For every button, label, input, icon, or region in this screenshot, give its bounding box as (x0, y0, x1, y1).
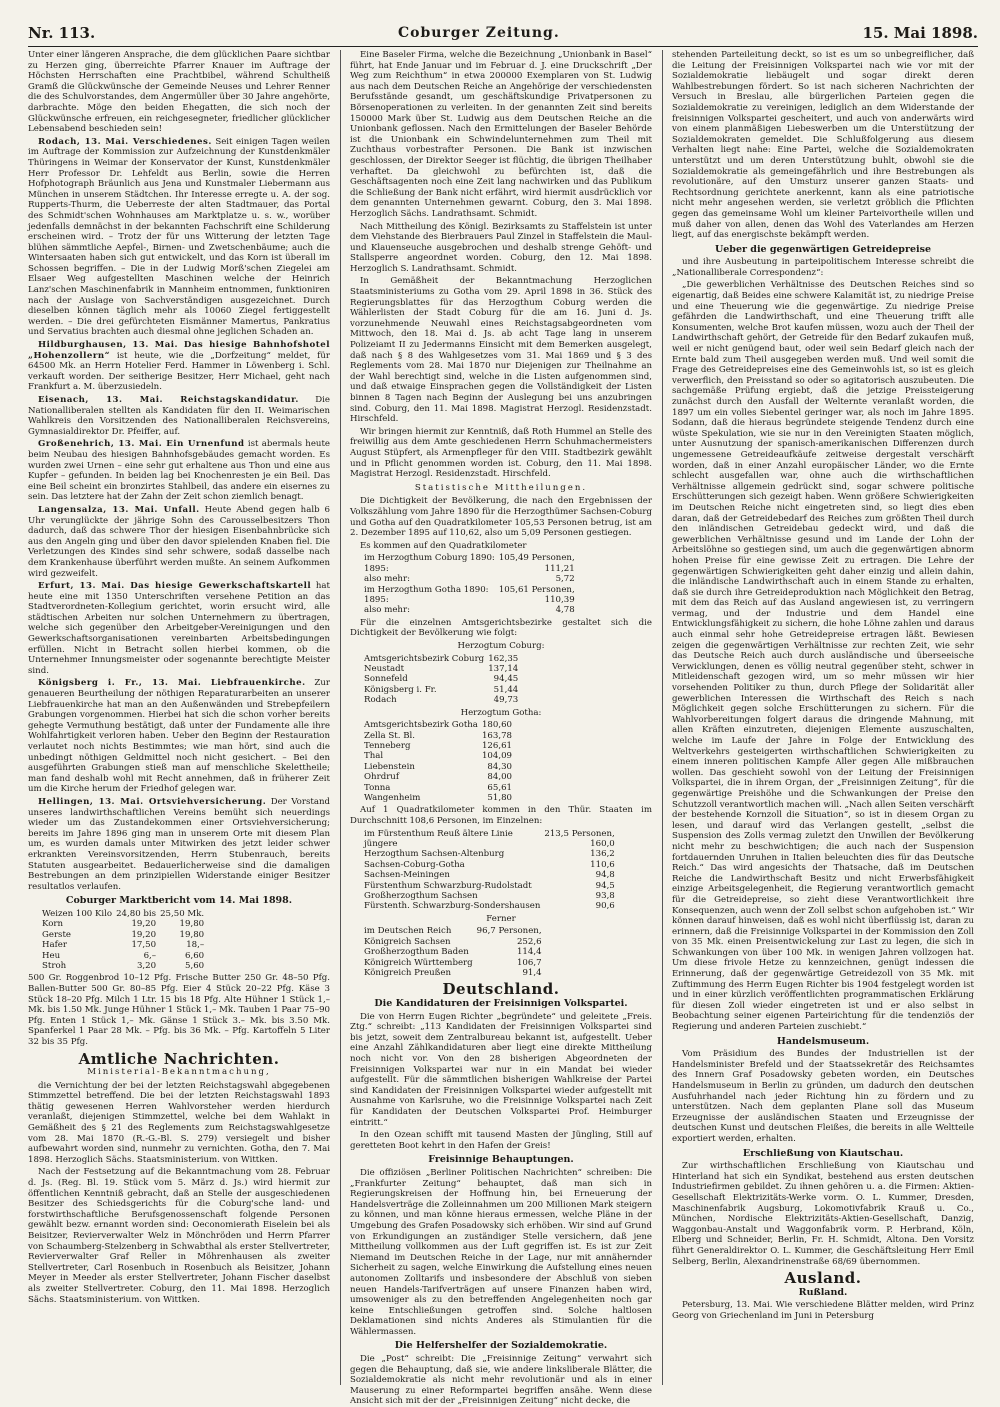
article-paragraph: Die von Herrn Eugen Richter „begründete“ und geleitete „Freis. Ztg.“ schreibt: „113 Kandidaten der Freisinnigen Volkspartei sind bis jetzt, soweit dem Zentralbureau bekannt ist, aufgestellt. Ueber eine Anzahl Zählkandidaturen aber liegt eine direkte Mittheilung noch nicht vor. Von den 28 bisherigen Abgeordneten der Freisinnigen Volkspartei war nur in ein Mandat bei wieder aufgestellt. Für die sämmtlichen bisherigen Wahlkreise der Partei sind Kandidaten der Freisinnigen Volkspartei wieder aufgestellt mit Ausnahme von Karlsruhe, wo die Freisinnige Volkspartei nach Zeit für Kandidaten der Deutschen Volkspartei Prof. Heimburger eintritt.“ (350, 1011, 652, 1128)
article-paragraph: Zur wirthschaftlichen Erschließung von Kiautschau und Hinterland hat sich ein Syndikat, bestehend aus ersten deutschen Industriefirmen gebildet. Zu ihnen gehören u. a. die Firmen: Aktien-Gesellschaft Elektrizitäts-Werke vorm. O. L. Kummer, Dresden, Maschinenfabrik Augsburg, Lokomotivfabrik Krauß u. Co., München, Nordische Elektrizitäts-Aktien-Gesellschaft, Danzig, Waggonbau-Anstalt und Waggonfabrik vorm. P. Herbrand, Köln, Elberg und Schneider, Berlin, Fr. H. Schmidt, Altona. Den Vorsitz führt Generaldirektor O. L. Kummer, die Geschäftsleitung Herr Emil Selberg, Berlin, Alexandrinenstraße 68/69 übernommen. (672, 1161, 974, 1267)
table-row (42, 930, 208, 940)
table-row (364, 731, 516, 741)
article-paragraph: Nach der Festsetzung auf die Bekanntmachung vom 28. Februar d. Js. (Reg. Bl. 19. Stück vom 5. März d. Js.) wird hiermit zur öffentlichen Kenntniß gebracht, daß an Stelle der ausgeschiedenen Besitzer des Schiedsgerichts für die Coburg'sche land- und forstwirthschaftliche Berufsgenossenschaft folgende Personen gewählt bezw. ernannt worden sind: Oeconomierath Eiselein bei als Beisitzer, Revierverwalter Welz in Mönchröden und Herrn Pfarrer von Schaumberg-Stelzenberg in Schwabthal als erster Stellvertreter, Revierverwalter Graf Reller in Möhrenhausen als zweiter Stellvertreter, Carl Rosenbuch in Rosenbuch als Beisitzer, Johann Meyer in Meeder als erster Stellvertreter, Johann Fischer daselbst als zweiter Stellvertreter. Coburg, den 11. Mai 1898. Herzoglich Sächs. Staatsministerium. von Wittken. (28, 1167, 330, 1305)
gotha-density-table (364, 720, 516, 803)
table-cell: 25,50 Mk. (160, 908, 205, 919)
article-paragraph: In Gemäßheit der Bekanntmachung Herzoglichen Staatsministeriums zu Gotha vom 29. April 1898 in 36. Stück des Regierungsblattes für das Herzogthum Coburg werden die Wählerlisten der Stadt Coburg für die am 16. Juni d. Js. vorzunehmende Neuwahl eines Reichstagsabgeordneten vom Mittwoch, den 18. Mai d. Js. ab acht Tage lang in unserem Polizeiamt II zu Jedermanns Einsicht mit dem Bemerken ausgelegt, daß nach § 8 des Wahlgesetzes vom 31. Mai 1869 und § 3 des Reglements vom 28. Mai 1870 nur Diejenigen zur Theilnahme an der Wahl berechtigt sind, welche in die Listen aufgenommen sind, und daß etwaige Einsprachen gegen die Vollständigkeit der Listen binnen 8 Tagen nach Beginn der Auslegung bei uns anzubringen sind. Coburg, den 11. Mai 1898. Magistrat Herzogl. Residenzstadt. Hirschfeld. (350, 276, 652, 425)
article-text: ist heute, wie die „Dorfzeitung“ meldet, für 64500 Mk. an Herrn Hotelier Ferd. Hammer in Löwenberg i. Schl. verkauft worden. Der seitherige Besitzer, Herr Michael, geht nach Frankfurt a. M. überzusiedeln. (28, 350, 331, 393)
table-cell: Wangenheim (364, 793, 421, 803)
table-row (42, 940, 208, 950)
table-cell: 84,30 (487, 761, 513, 772)
table-cell: 19,20 (131, 919, 157, 930)
table-cell: Zella St. Bl. (364, 730, 416, 741)
table-row (364, 891, 619, 901)
table-row (364, 849, 619, 859)
table-row (42, 919, 208, 929)
table-cell: 1895: (364, 563, 389, 574)
article-paragraph (28, 678, 330, 795)
article-headline: Die Helfershelfer der Sozialdemokratie. (394, 1340, 608, 1352)
table-cell: 110,6 (590, 859, 615, 870)
article-paragraph: „Die gewerblichen Verhältnisse des Deutschen Reiches sind so eigenartig, daß Beides eine schwere Kalamität ist, zu niedrige Preise und eine Theuerung wie die gegenwärtige. Zu niedrige Preise gefährden die Landwirthschaft, und eine Theuerung trifft alle Konsumenten, welche Brot kaufen müssen, wozu auch der Theil der Landwirthschaft gehört, der Getreide für den Bedarf zukaufen muß, weil er nicht genügend baut, oder weil sein Bedarf gleich nach der Ernte bald zum Theil ausgegeben werden muß. Und weil somit die Frage des Getreidepreises eine des Gemeinwohls ist, so ist es gleich verwerflich, den Preisstand so oder so agitatorisch auszubeuten. Die sachgemäße Prüfung ergiebt, daß die jetzige Preissteigerung zunächst durch den Ausfall der Welternte veranlaßt worden, die 1897 um ein volles Siebentel geringer war, als noch im Jahre 1895. Sodann, daß die hieraus begründete steigende Tendenz durch eine wüste Spekulation, wie sie nur in den Vereinigten Staaten möglich, unter Ausnutzung der spanisch-amerikanischen Differenzen durch ungemessene Getreideaufkäufe zeitweise dergestalt verschärft worden, daß in einer Anzahl europäischer Länder, wo die Ernte schlecht ausgefallen war, ohne auch die wirthschaftlichen Verhältnisse allgemein gedrückt sind, sogar schwere politische Erschütterungen sich gezeigt haben. Wenn größere Schwierigkeiten im Deutschen Reiche nicht eingetreten sind, so liegt dies eben daran, daß der Getreidebedarf des Reiches zum größten Theil durch den inländischen Getreidebau gedeckt wird, und daß die gewerblichen Verhältnisse gesund und im Lande der Lohn der Arbeitslöhne so gestiegen sind, um auch die gegenwärtigen abnorm hohen Preise für eine gewisse Zeit zu ertragen. Die Lehre der gegenwärtigen Schwierigkeiten geht daher einzig und allein dahin, die inländische Landwirthschaft auch in einem Stande zu erhalten, daß sie durch ihre Getreideproduktion nach Möglichkeit den Betrag, mit dem das Reich auf das Ausland angewiesen ist, zu verringern vermag, und der Industrie und dem Handel eine Entwicklungsfähigkeit zu sichern, die hohe Löhne zahlen und daraus auch einmal sehr hohe Getreidepreise ertragen läßt. Bewiesen zeigen die gegenwärtigen Verhältnisse zur rechten Zeit, wie sehr das Deutsche Reich auch durch ausländische und überseeische Verwicklungen, denen es völlig neutral gegenüber steht, schwer in Mitleidenschaft gezogen wird, um so mehr müssen wir hier vorsehenden Politiker zu thun, durch Pflege der Solidarität aller gewerblichen Interessen die Wirthschaft des Reich s nach Möglichkeit gegen solche Erschütterungen zu sichern. Für die Wahlvorbereitungen folgert daraus die dringende Mahnung, mit allen Kräften einzutreten, diejenigen Elemente auszuschalten, welche im Laufe der Jahre in Folge der Entwicklung des Weltverkehrs gesteigerten wirthschaftlichen Schwierigkeiten zu einem inneren politischen Kampfe Aller gegen Alle mißbrauchen wollen. Das geschieht sowohl von der Leitung der Freisinnigen Volkspartei, die in ihrem Organ, der „Freisinnigen Zeitung“, für die gegenwärtige Preishöhe und die Schwankungen der Preise den Schutzzoll verantwortlich machen will. „Nach allen Seiten verschärft der bestehende Kornzoll die Situation“, so ist in diesem Organ zu lesen, und darauf wird das Verlangen gestellt, „selbst die Suspension des Zolls vermag zuletzt den Unwillen der Bevölkerung nicht mehr zu beschwichtigen; die auch nach der Suspension fortdauernden Unruhen in Italien beleuchten dies für das Deutsche Reich.“ Das wird angesichts der Thatsache, daß im Deutschen Reiche die Landwirthschaft Besitz und nicht Erwerbsfähigkeit einzige Arbeitsgelegenheit, die Regierung verantwortlich gemacht für die Getreidepreise, so zieht diese Verantwortlichkeit ihre Konsequenzen, auch wenn der Zoll selbst schon aufgehoben ist.“ Wir können darauf hinweisen, daß es wohl nicht überflüssig ist, daran zu erinnern, daß die Freisinnige Volkspartei in der Kommission den Zoll von 35 Mk. einen Preisentwickelung zur Last zu legen, die sich in Schwankungen von über 100 Mk. in wenigen Jahren vollzogen hat. Um diese frivole Hetze zu kennzeichnen, genügt indessen die Erinnerung, daß der gegenwärtige Getreidezoll von 35 Mk. mit Zuftimmung des Herrn Eugen Richter bis 1904 festgelegt worden ist und in einer kürzlich veröffentlichten programmatischen Erklärung für diesen Zoll wieder eingetreten ist und er also selbst in Beobachtung seiner eigenen Parteirichtung für die tendenziös der Regierung und anderen Parteien zuschiebt.“ (672, 280, 974, 1033)
section-heading-amtliche: Amtliche Nachrichten. (78, 1049, 280, 1068)
table-cell: 111,21 (544, 563, 575, 574)
table-cell: Liebenstein (364, 761, 415, 772)
table-row (364, 605, 579, 615)
table-cell: im Fürstenthum Reuß ältere Linie (364, 828, 513, 839)
table-cell: 106,7 (516, 957, 542, 968)
table-cell: Königsberg i. Fr. (364, 684, 437, 695)
ministerial-notice-title: Ministerial-Bekanntmachung, (87, 1067, 271, 1078)
table-row (364, 870, 619, 880)
table-row (364, 937, 546, 947)
table-row (364, 958, 546, 968)
states-density-table (364, 829, 619, 912)
table-cell: Fürstenthum Schwarzburg-Rudolstadt (364, 880, 532, 891)
table-cell: 96,7 Personen, (476, 926, 542, 937)
article-dateline: Hildburghausen, 13. Mai. Das hiesige Bahnhofshotel „Hohenzollern“ (28, 340, 330, 361)
table-cell: also mehr: (364, 574, 410, 585)
table-cell: 19,80 (179, 919, 205, 930)
table-row (364, 654, 522, 664)
article-text: Heute Abend gegen halb 6 Uhr verunglückte der jährige Sohn des Carousselbesitzers Thon dadurch, daß das schwere Thor der hiesigen Eisenbahnbrücke sich aus den Angeln ging und über den davor spielenden Knaben fiel. Die Verletzungen des Kindes sind sehr schwere, sodaß dasselbe nach dem Krankenhause überführt werden mußte. An seinem Aufkommen wird gezweifelt. (28, 504, 330, 579)
article-paragraph (28, 797, 330, 892)
article-paragraph (28, 395, 330, 437)
table-cell: 114,4 (516, 947, 542, 958)
article-paragraph: In den Ozean schifft mit tausend Masten der Jüngling, Still auf geretteten Boot kehrt in den Hafen der Greis! (350, 1130, 652, 1151)
table-cell: Sachsen-Meiningen (364, 870, 450, 881)
column-divider (662, 50, 663, 1385)
table-row (364, 553, 579, 563)
table-cell: 19,20 (131, 929, 157, 940)
article-paragraph: und ihre Ausbeutung in parteipolitischem Interesse schreibt die „Nationalliberale Correspondenz“: (672, 257, 974, 278)
table-cell: Weizen 100 Kilo (42, 908, 113, 919)
table-cell: 6,60 (185, 950, 205, 961)
article-text: Zur genaueren Beurtheilung der nöthigen Reparaturarbeiten an unserer Liebfrauenkirche hat man an den Außenwänden und Strebepfeilern Grabungen vorgenommen. Hierbei hat sich die schon vorher bereits gehegte Vermuthung bestätigt, daß unter der Fundamente alle ihre Wohlfahrtigkeit verloren haben. Ueber den Beginn der Restauration verlautet noch nichts Bestimmtes; wie man hört, sind auch die unbedingt nöthigen Geldmittel noch nicht gesichert. – Bei den ausgeführten Grabungen stieß man auf menschliche Skelettheile; man fand deshalb wohl mit Recht annehmen, daß in früherer Zeit um die Kirche herum der Friedhof gelegen war. (28, 678, 330, 795)
table-row (364, 674, 522, 684)
table-row (364, 585, 579, 595)
article-headline: Ueber die gegenwärtigen Getreidepreise (714, 243, 932, 255)
table-cell: Neustadt (364, 663, 405, 674)
table-cell: 94,5 (595, 880, 615, 891)
article-paragraph: Vom Präsidium des Bundes der Industriellen ist der Handelsminister Brefeld und der Staatssekretär des Reichsamtes des Innern Graf Posadowsky gebeten worden, ein Deutsches Handelsmuseum in Berlin zu gründen, um dadurch den deutschen Ausfuhrhandel nach jeder Richtung hin zu fördern und zu unterstützen. Nach dem geplanten Plane soll das Museum Erzeugnisse der ausländischen Staaten und Erzeugnisse der deutschen Kunst und deutschen Fleißes, die bereits in alle Weltteile exportiert werden, erhalten. (672, 1049, 974, 1144)
table-cell: 105,49 Personen, (498, 553, 575, 564)
table-row (364, 772, 516, 782)
table-cell: 3,20 (136, 960, 157, 971)
article-text: Der Vorstand unseres landwirthschaftlichen Vereins bemüht sich neuerdings wieder um das Zustandekommen einer Ortsviehversicherung; bereits im Jahre 1896 ging man in unserem Orte mit diesem Plan um, es wurden damals unter Mitwirken des jetzt leider schwer erkrankten Vereinsvorsitzenden, Herrn Stubenrauch, bereits Statuten ausgearbeitet. Bedauerlicherweise sind die damaligen Bestrebungen an dem prinzipiellen Widerstande einiger Besitzer resultatlos verlaufen. (28, 796, 330, 892)
table-row (364, 664, 522, 674)
article-paragraph: stehenden Parteileitung deckt, so ist es um so unbegreiflicher, daß die Leitung der Freisinnigen Volkspartei nach wie vor mit der Sozialdemokratie liebäugelt und sogar direkt deren Wahlbestrebungen fördert. So ist nach sicheren Nachrichten der Versuch in Breslau, alle bürgerlichen Parteien gegen die Sozialdemokratie zu vereinigen, lediglich an dem Widerstande der freisinnigen Volkspartei gescheitert, und auch von anderwärts wird von einem planmäßigen Liebeswerben um die Unterstützung der Sozialdemokraten gemeldet. Die Schlußfolgerung aus diesem Verhalten liegt nahe: Eine Partei, welche die Sozialdemokraten unterstützt und um deren Unterstützung buhlt, obwohl sie die Sozialdemokratie als gemeingefährlich und ihre Bestrebungen als revolutionäre, auf den Umsturz unserer ganzen Staats- und Rechtsordnung gerichtete anerkennt, kann als eine patriotische nicht mehr angesehen werden, sie verletzt gröblich die Pflichten gegen das gemeinsame Wohl um kleiner Parteivortheile willen und muß daher von allen, denen das Wohl des Vaterlandes am Herzen liegt, auf das energischste bekämpft werden. (672, 50, 974, 241)
article-paragraph (28, 137, 330, 338)
table-cell: Thal (364, 751, 384, 762)
table-cell: Rodach (364, 695, 397, 706)
column-3 (672, 50, 974, 1385)
table-cell: 252,6 (516, 936, 542, 947)
article-dateline: Königsberg i. Fr., 13. Mai. Liebfrauenkirche. (38, 678, 306, 689)
table-row (364, 762, 516, 772)
table-row (364, 926, 546, 936)
article-paragraph: Für die einzelnen Amtsgerichtsbezirke gestaltet sich die Dichtigkeit der Bevölkerung wie folgt: (350, 617, 652, 639)
table-row (42, 961, 208, 971)
table-cell: Herzogthum Sachsen-Altenburg (364, 849, 505, 860)
table-cell: Heu (42, 950, 61, 961)
market-table (42, 909, 208, 971)
table-cell: 91,4 (522, 968, 542, 979)
table-cell: Sachsen-Coburg-Gotha (364, 859, 465, 870)
table-cell: 90,6 (595, 901, 615, 912)
article-dateline: Rodach, 13. Mai. Verschiedenes. (38, 136, 212, 147)
article-headline: Rußland. (798, 1286, 848, 1298)
table-cell: 6,– (143, 950, 157, 961)
table-cell: Hafer (42, 940, 67, 951)
table-row (364, 947, 546, 957)
table-cell: 24,80 bis (116, 908, 157, 919)
issue-date: 15. Mai 1898. (862, 24, 978, 42)
table-cell: 213,5 Personen, (544, 828, 615, 839)
table-row (364, 793, 516, 803)
article-paragraph: Die Dichtigkeit der Bevölkerung, die nach den Ergebnissen der Volkszählung vom Jahre 1890 für die Herzogthümer Sachsen-Coburg und Gotha auf den Quadratkilometer 105,53 Personen betrug, ist am 2. Dezember 1895 auf 110,62, also um 5,09 Personen gestiegen. (350, 496, 652, 539)
article-paragraph (28, 581, 330, 676)
table-row (364, 783, 516, 793)
market-report (28, 896, 330, 1047)
section-heading-ausland: Ausland. (784, 1269, 862, 1288)
article-paragraph (28, 340, 330, 393)
article-paragraph: Unter einer längeren Ansprache, die dem glücklichen Paare sichtbar zu Herzen ging, überreichte Pfarrer Knauer im Auftrage der Höchsten Herrschaften eine Prachtbibel, während Schultheiß Gramß die Glückwünsche der Gemeinde Neuses und Lehrer Renner die des Schulvorstandes, dem Angermüller über 30 Jahre angehörte, darbrachte. Möge den beiden Ehegatten, die sich noch der Glückwünsche erfreuen, ein reichgesegneter, friedlicher glücklicher Lebensabend beschieden sein! (28, 50, 330, 135)
table-row (364, 720, 516, 730)
article-dateline: Eisenach, 13. Mai. Reichstagskandidatur. (38, 395, 299, 405)
article-dateline: Erfurt, 13. Mai. Das hiesige Gewerkschaftskartell (38, 581, 312, 592)
article-text: Seit einigen Tagen weilen im Auftrage der Kommission zur Aufzeichnung der Kunstdenkmäler Thüringens in Weimar der Konservator der Kunst, Kunstdenkmäler Herr Professor Dr. Lehfeldt aus Berlin, sowie die Herren Hofphotograph Bräunlich aus Jena und Kunstmaler Liebermann aus München in unserem Städtchen. Ihr Interesse erregte u. A. der sog. Rupperts-Thurm, die Ueberreste der alten Stadtmauer, das Portal des Schmidt'schen Wohnhauses am Marktplatze u. s. w., worüber jedenfalls demnächst in der bekannten Fachschrift eine Schilderung erscheinen wird. – Trotz der für uns Witterung der letzten Tage blühen sämmtliche Aepfel-, Birnen- und Zwetschenbäume; auch die Wintersaaten haben sich gut entwickelt, und das Korn ist überall im Schossen begriffen. – Die in der Ludwig Morß'schen Ziegelei am Elsaer Weg aufgestellten Maschinen welche der Heinrich Lanz'schen Maschinenfabrik in Mannheim entnommen, funktioniren nach der Auslage von Sachverständigen ausgezeichnet. Durch dieselben können täglich mehr als 10060 Ziegel fertiggestellt werden. – Die drei gefürchteten Eismänner Mamertus, Pankratius und Servatius brachten auch diesmal ohne jeglichen Schaden an. (28, 136, 330, 338)
table-cell: Ohrdruf (364, 772, 400, 783)
table-cell: Amtsgerichtsbezirk Gotha (364, 720, 478, 731)
density-table (364, 553, 579, 615)
table-cell: im Herzogthum Coburg 1890: (364, 553, 495, 564)
article-dateline: Hellingen, 13. Mai. Ortsviehversicherung. (38, 796, 267, 807)
table-cell: 19,80 (179, 929, 205, 940)
article-text: Die Nationalliberalen stellten als Kandidaten für den II. Weimarischen Wahlkreis den Vorsitzenden des Nationalliberalen Reichsvereins, Gymnasialdirektor Dr. Pfeiffer, auf. (28, 395, 331, 437)
market-prices-text: 500 Gr. Roggenbrod 10–12 Pfg. Frische Butter 250 Gr. 48–50 Pfg. Ballen-Butter 500 Gr. 80–85 Pfg. Eier 4 Stück 20–22 Pfg. Käse 3 Stück 18–20 Pfg. Milch 1 Ltr. 15 bis 18 Pfg. Alte Hühner 1 Stück 1,– Mk. bis 1.50 Mk. Junge Hühner 1 Stück 1,– Mk. Tauben 1 Paar 75–90 Pfg. Enten 1 Stück 1,– Mk. Gänse 1 Stück 3.– Mk. bis 3.50 Mk. Spanferkel 1 Paar 28 Mk. – Pfg. bis 36 Mk. – Pfg. Kartoffeln 5 Liter 32 bis 35 Pfg. (28, 973, 331, 1047)
table-cell: 105,61 Personen, (498, 584, 575, 595)
table-cell: 5,72 (555, 574, 575, 585)
table-cell: 160,0 (590, 839, 615, 849)
article-paragraph: Es kommen auf den Quadratkilometer (360, 540, 527, 551)
table-cell: 137,14 (488, 663, 519, 674)
article-paragraph: Die offiziösen „Berliner Politischen Nachrichten“ schreiben: Die „Frankfurter Zeitung“ behauptet, daß man sich in Regierungskreisen der Hoffnung hin, bei Erneuerung der Handelsverträge die Zolleinnahmen um 200 Millionen Mark steigern zu können, und man könne hieraus ermessen, welche Pläne in der Umgebung des Grafen Posadowsky sich erhöben. Wir sind auf Grund von Erkundigungen an zuständiger Stelle versichern, daß jene Mittheilung vollkommen aus der Luft gegriffen ist. Es ist zur Zeit Niemand im Deutschen Reiche in der Lage, nur mit annähernder Sicherheit zu sagen, welche Einwirkung die Aufstellung eines neuen autonomen Zolltarifs und insbesondere der Abschluß von sieben neuen Handels-Tarifverträgen auf unsere Finanzen haben wird, umsoweniger als zu den betreffenden Angelegenheiten noch gar keine Entschließungen getroffen sind. Solche haltlosen Deklamationen sind nichts Anderes als Stimulantien für die Wählermassen. (350, 1167, 652, 1337)
article-paragraph: Eine Baseler Firma, welche die Bezeichnung „Unionbank in Basel“ führt, hat Ende Januar und im Februar d. J. eine Druckschrift „Der Weg zum Reichthum“ in etwa 200000 Exemplaren von St. Ludwig aus nach dem Deutschen Reiche an Angehörige der verschiedensten Berufsstände gesandt, um geschäftskundige Privatpersonen zu Börsenoperationen zu verleiten. In der genannten Zeit sind bereits 150000 Mark über St. Ludwig aus dem Deutschen Reiche an die Unionbank geflossen. Nach den Ermittelungen der Baseler Behörde ist die Unionbank ein Schwindelunternehmen zum Theil mit Zuchthaus vorbestrafter Personen. Die Bank ist inzwischen geschlossen, der Direktor Seeger ist flüchtig, die übrigen Theilhaber verhaftet. Da gleichwohl zu befürchten ist, daß die Geschäftsagenten noch eine Zeit lang nachwirken und das Publikum die Schließung der Bank nicht erfährt, wird hiermit ausdrücklich vor dem genannten Unternehmen gewarnt. Coburg, den 3. Mai 1898. Herzoglich Sächs. Landrathsamt. Schmidt. (350, 50, 652, 219)
table-cell: Königreich Württemberg (364, 957, 473, 968)
table-row (364, 695, 522, 705)
column-divider (340, 50, 341, 1385)
article-paragraph: Auf 1 Quadratkilometer kommen in den Thür. Staaten im Durchschnitt 108,6 Personen, im Einzelnen: (350, 805, 652, 826)
table-cell: 84,00 (487, 772, 513, 783)
table-row (42, 951, 208, 961)
table-cell: im Deutschen Reich (364, 926, 452, 937)
table-cell: Stroh (42, 960, 67, 971)
article-text: ist abermals heute beim Neubau des hiesigen Bahnhofsgebäudes gemacht worden. Es wurden zwei Urnen – eine sehr gut erhaltene aus Thon und eine aus Kupfer – gefunden. In beiden lag bei Knochenresten je ein Beil. Das eine Beil scheint ein bronzirtes Stahlbeil, das andere ein eisernes zu sein. Das letztere hat der Zahn der Zeit schon ziemlich benagt. (28, 439, 330, 503)
table-cell: 104,09 (481, 751, 513, 762)
table-row (42, 909, 208, 919)
coburg-density-table (364, 654, 522, 706)
table-row (364, 751, 516, 761)
article-paragraph: Wir bringen hiermit zur Kenntniß, daß Roth Hummel an Stelle des freiwillig aus dem Amte geschiedenen Herrn Schuhmachermeisters August Stüpfert, als Armenpfleger für den VIII. Stadtbezirk gewählt und in Pflicht genommen worden ist. Coburg, den 11. Mai 1898. Magistrat Herzogl. Residenzstadt. Hirschfeld. (350, 426, 652, 480)
article-paragraph (28, 505, 330, 579)
issue-number: Nr. 113. (28, 24, 96, 42)
article-dateline: Langensalza, 13. Mai. Unfall. (38, 504, 200, 515)
table-row (364, 574, 579, 584)
table-cell: 180,60 (481, 720, 513, 731)
table-cell: 94,45 (493, 674, 519, 685)
table-cell: 18,– (186, 940, 205, 951)
table-cell: Großherzogthum Baden (364, 947, 469, 958)
table-cell: 1895: (364, 594, 389, 605)
article-headline: Freisinnige Behauptungen. (428, 1154, 574, 1166)
table-cell: 5,60 (185, 960, 205, 971)
table-row (364, 741, 516, 751)
table-cell: 4,78 (555, 605, 575, 616)
table-cell: Tonna (364, 782, 391, 793)
table-cell: Sonnefeld (364, 674, 408, 685)
table-cell: Königreich Preußen (364, 968, 452, 979)
article-paragraph: Die „Post“ schreibt: Die „Freisinnige Zeitung“ verwahrt sich gegen die Behauptung, daß sie, wie andere linksliberale Blätter, die Sozialdemokratie als nicht mehr revolutionär und als in einer Mauserung zu einer Reformpartei begriffen ansähe. Wenn diese Ansicht sich mit der der „Freisinnigen Zeitung“ nicht decke, die (350, 1354, 652, 1407)
table-cell: Amtsgerichtsbezirk Coburg (364, 653, 485, 664)
gotha-table-heading: Herzogtum Gotha: (460, 707, 542, 718)
coburg-table-heading: Herzogtum Coburg: (457, 640, 545, 651)
table-cell: 51,44 (493, 684, 519, 695)
table-cell: also mehr: (364, 605, 410, 616)
market-report-title: Coburger Marktbericht vom 14. Mai 1898. (65, 895, 293, 907)
statistics-heading: Statistische Mittheilungen. (414, 482, 588, 493)
article-headline: Handelsmuseum. (776, 1035, 870, 1047)
newspaper-page (28, 20, 978, 1407)
table-cell: Tenneberg (364, 740, 411, 751)
table-cell: jüngere (364, 839, 398, 849)
column-1 (28, 50, 330, 1385)
table-cell: 93,8 (595, 891, 615, 902)
table-cell: 163,78 (481, 730, 513, 741)
table-cell: 110,39 (544, 594, 575, 605)
column-2 (350, 50, 652, 1407)
table-cell: 65,61 (487, 782, 513, 793)
table-cell: Großherzogthum Sachsen (364, 891, 478, 902)
table-cell: Königreich Sachsen (364, 936, 451, 947)
article-headline: Erschließung von Kiautschau. (742, 1147, 904, 1159)
table-row (364, 901, 619, 911)
table-cell: Fürstenth. Schwarzburg-Sondershausen (364, 901, 541, 912)
table-row (364, 829, 619, 839)
table-cell: 136,2 (590, 849, 615, 860)
table-cell: im Herzogthum Gotha 1890: (364, 584, 489, 595)
table-cell: 126,61 (481, 740, 513, 751)
table-row (364, 685, 522, 695)
article-paragraph: Petersburg, 13. Mai. Wie verschiedene Blätter melden, wird Prinz Georg von Griechenland im Juni in Petersburg (672, 1300, 974, 1321)
article-paragraph (28, 439, 330, 503)
table-cell: Korn (42, 919, 64, 930)
article-paragraph: Nach Mittheilung des Königl. Bezirksamts zu Staffelstein ist unter dem Viehstande des Bierbrauers Paul Zinzel in Staffelstein die Maul- und Klauenseuche ausgebrochen und deshalb strenge Gehöft- und Stallsperre angeordnet worden. Coburg, den 12. Mai 1898. Herzoglich S. Landrathsamt. Schmidt. (350, 221, 652, 274)
table-cell: Gerste (42, 929, 72, 940)
table-row (364, 881, 619, 891)
section-heading-deutschland: Deutschland. (442, 980, 560, 999)
table-cell: 51,80 (487, 793, 513, 803)
reich-density-table (364, 926, 546, 978)
masthead (28, 20, 978, 47)
article-text: hat heute eine mit 1350 Unterschriften versehene Petition an das Stadtverordneten-Kollegium gerichtet, worin ersucht wird, alle städtischen Arbeiten nur solchen Unternehmern zu übertragen, welche sich gegenüber den Arbeitgeber-Vereinigungen und den Gewerkschaftsorganisationen vereinbarten Arbeitsbedingungen erfüllen. Nicht in Betracht sollen hierbei kommen, ob die Unternehmer Innungsmeister oder sogenannte berechtigte Meister sind. (28, 581, 330, 676)
table-cell: 162,35 (488, 653, 519, 664)
table-row (364, 595, 579, 605)
columns (28, 50, 978, 1407)
table-cell: 49,73 (493, 695, 519, 706)
table-row (364, 839, 619, 849)
table-row (364, 968, 546, 978)
ferner-label: Ferner (486, 913, 516, 924)
table-row (364, 860, 619, 870)
table-cell: 17,50 (131, 940, 157, 951)
table-cell: 94,8 (595, 870, 615, 881)
article-headline: Die Kandidaturen der Freisinnigen Volkspartei. (374, 998, 628, 1010)
table-row (364, 564, 579, 574)
newspaper-title: Coburger Zeitung. (397, 25, 560, 41)
article-paragraph: die Vernichtung der bei der letzten Reichstagswahl abgegebenen Stimmzettel betreffend. Die bei der letzten Reichstagswahl 1893 thätig gewesenen Herren Wahlvorsteher werden hierdurch veranlaßt, diejenigen Stimmzettel, welche bei dem Wahlakt in Gemäßheit des § 21 des Reglements zum Reichstagswahlgesetze vom 28. Mai 1870 (R.-G.-Bl. S. 279) versiegelt und bisher aufbewahrt worden sind, nunmehr zu vernichten. Gotha, den 7. Mai 1898. Herzoglich Sächs. Staatsministerium. von Wittken. (28, 1080, 330, 1165)
article-dateline: Großenehrich, 13. Mai. Ein Urnenfund (38, 439, 245, 450)
